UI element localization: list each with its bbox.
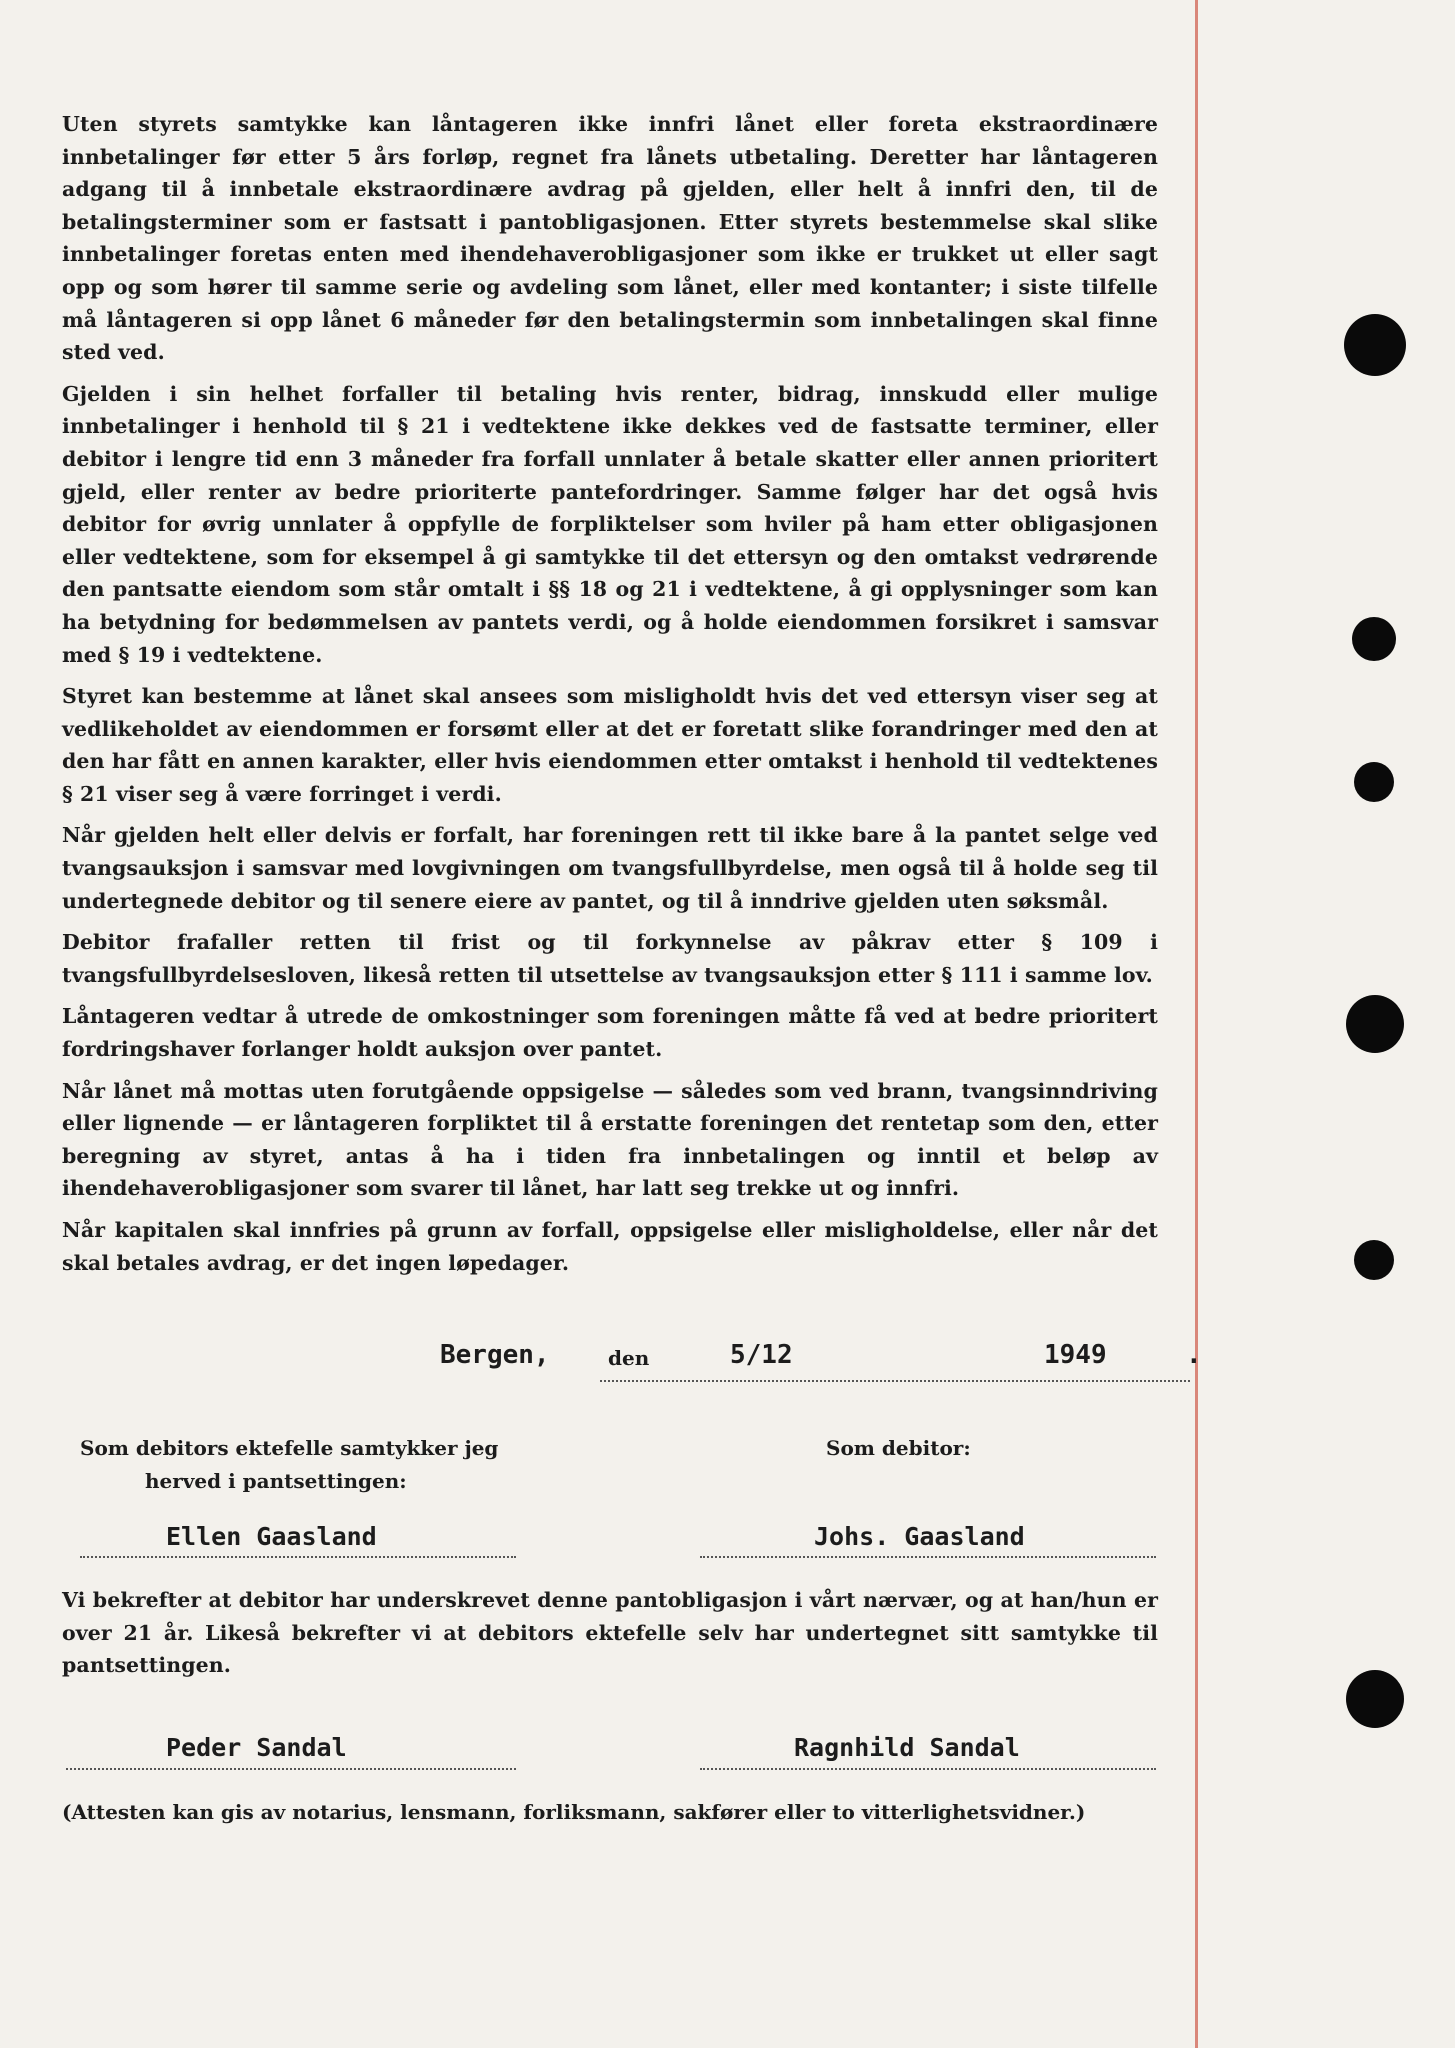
punch-hole [1354,762,1394,802]
spouse-signature: Ellen Gaasland [166,1522,377,1551]
period: . [1186,1340,1202,1370]
paragraph-no-grace-days: Når kapitalen skal innfries på grunn av forfall, oppsigelse eller misligholdelse, eller når det skal betales avdrag, er det ingen løpedager. [62,1218,1158,1275]
paragraph-maintenance: Styret kan bestemme at lånet skal ansees som misligholdt hvis det ved ettersyn viser seg at vedlikeholdet av eiendommen er forsømt eller at det er foretatt slike forandringer med den at den har fått en annen karakter, eller hvis eiendommen etter omtakst i henhold til vedtektenes § 21 viser seg å være forringet i verdi. [62,684,1158,806]
punch-hole [1344,314,1406,376]
punch-hole [1352,617,1396,661]
place-date-line [0,1340,1455,1380]
margin-line [1195,0,1198,2048]
spouse-signature-line [80,1556,516,1558]
date: 5/12 [730,1340,793,1370]
punch-hole [1346,1670,1404,1728]
place: Bergen, [440,1340,550,1370]
paragraph-early-repayment: Uten styrets samtykke kan låntageren ikke innfri lånet eller foreta ekstraordinære innbetalinger før etter 5 års forløp, regnet fra lånets utbetaling. Deretter har låntageren adgang til å innbetale ekstraordinære avdrag på gjelden, eller helt å innfri den, til de betalingsterminer som er fastsatt i pantobligasjonen. Etter styrets bestemmelse skal slike innbetalinger foretas enten med ihendehaverobligasjoner som ikke er trukket ut eller sagt opp og som hører til samme serie og avdeling som lånet, eller med kontanter; i siste tilfelle må låntageren si opp lånet 6 måneder før den betalingstermin som innbetalingen skal finne sted ved. [62,112,1158,365]
spouse-consent-line1: Som debitors ektefelle samtykker jeg [80,1436,499,1460]
paragraph-waiver: Debitor frafaller retten til frist og til forkynnelse av påkrav etter § 109 i tvangsfullbyrdelsesloven, likeså retten til utsettelse av tvangsauksjon etter § 111 i samme lov. [62,930,1158,987]
spouse-consent-line2: herved i pantsettingen: [145,1469,407,1493]
punch-hole [1354,1240,1394,1280]
footnote: (Attesten kan gis av notarius, lensmann, forliksmann, sakfører eller to vitterlighetsvidner.) [62,1800,1086,1824]
witness-statement: Vi bekrefter at debitor har underskrevet denne pantobligasjon i vårt nærvær, og at han/hun er over 21 år. Likeså bekrefter vi at debitors ektefelle selv har undertegnet sitt samtykke til pantsettingen. [62,1588,1158,1678]
year: 1949 [1044,1340,1107,1370]
witness1-line [66,1768,516,1770]
terms-text [62,108,1158,1288]
witness-statement-block [62,1584,1158,1691]
paragraph-interest-loss: Når lånet må mottas uten forutgående oppsigelse — således som ved brann, tvangsinndriving eller lignende — er låntageren forpliktet til å erstatte foreningen det rentetap som den, etter beregning av styret, antas å ha i tiden fra innbetalingen og inntil et beløp av ihendehaverobligasjoner som svarer til lånet, har latt seg trekke ut og innfri. [62,1078,1158,1201]
den-label: den [608,1346,650,1370]
paragraph-default: Gjelden i sin helhet forfaller til betaling hvis renter, bidrag, innskudd eller mulige innbetalinger i henhold til § 21 i vedtektene ikke dekkes ved de fastsatte terminer, eller debitor i lengre tid enn 3 måneder fra forfall unnlater å betale skatter eller annen prioritert gjeld, eller renter av bedre prioriterte pantefordringer. Samme følger har det også hvis debitor for øvrig unnlater å oppfylle de forpliktelser som hviler på ham etter obligasjonen eller vedtektene, som for eksempel å gi samtykke til det ettersyn og den omtakst vedrørende den pantsatte eiendom som står omtalt i §§ 18 og 21 i vedtektene, å gi opplysninger som kan ha betydning for bedømmelsen av pantets verdi, og å holde eiendommen forsikret i samsvar med § 19 i vedtektene. [62,381,1158,667]
punch-hole [1346,995,1404,1053]
witness1-signature: Peder Sandal [166,1733,347,1762]
paragraph-enforcement: Når gjelden helt eller delvis er forfalt, har foreningen rett til ikke bare å la pantet selge ved tvangsauksjon i samsvar med lovgivningen om tvangsfullbyrdelse, men også til å holde seg til undertegnede debitor og til senere eiere av pantet, og til å inndrive gjelden uten søksmål. [62,823,1158,913]
debtor-label: Som debitor: [826,1436,971,1460]
date-dotline [600,1380,1190,1382]
witness2-line [700,1768,1156,1770]
debtor-signature: Johs. Gaasland [814,1522,1025,1551]
debtor-signature-line [700,1556,1156,1558]
witness2-signature: Ragnhild Sandal [794,1733,1020,1762]
paragraph-costs: Låntageren vedtar å utrede de omkostninger som foreningen måtte få ved at bedre prioritert fordringshaver forlanger holdt auksjon over pantet. [62,1004,1158,1062]
